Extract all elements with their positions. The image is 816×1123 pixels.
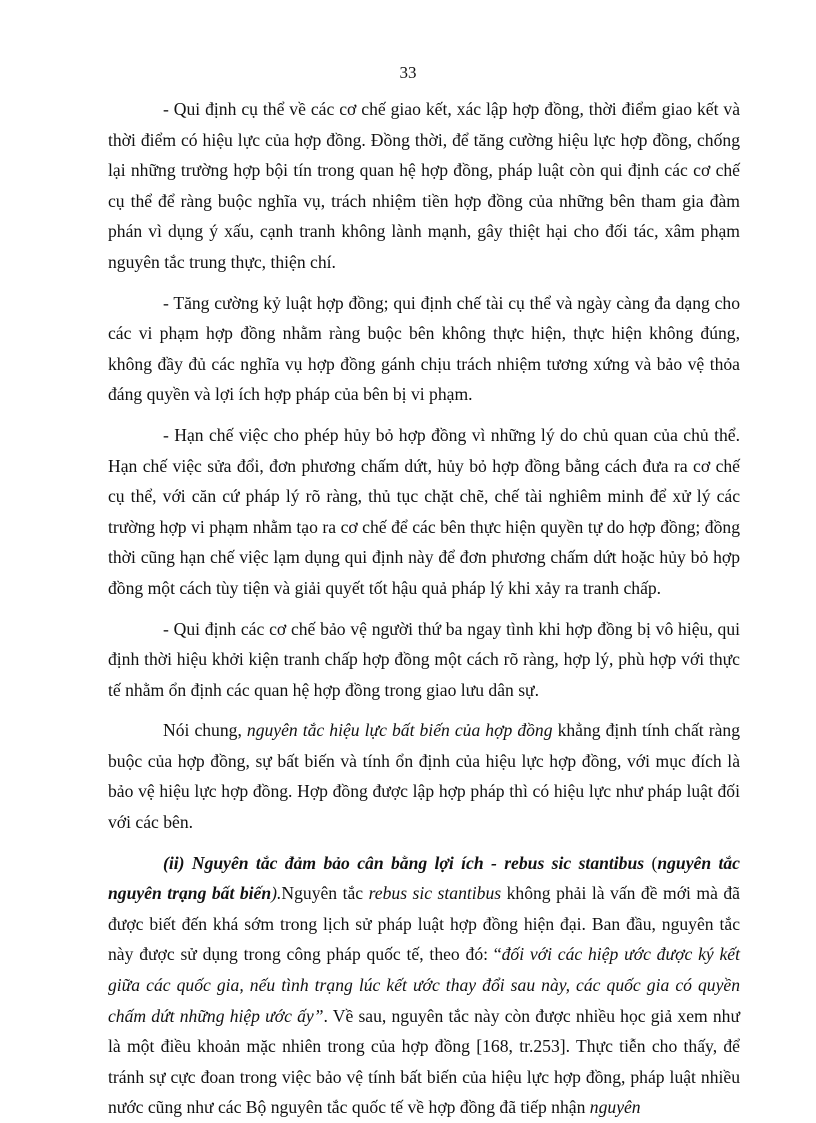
paragraph-third-party-protection: [108, 614, 740, 706]
text-run: không phải là vấn đề mới mà đã được biết đến khá sớm trong lịch sử pháp luật hợp đồng hiện đại. Ban đầu, nguyên tắc này được sử dụng trong công pháp quốc tế, theo đó: “: [108, 883, 740, 965]
section-heading-run: nguyên tắc nguyên trạng bất biến: [108, 852, 740, 904]
paragraph-termination-limits: [108, 420, 740, 604]
text-run: Nguyên tắc: [281, 883, 369, 904]
paragraph-summary: [108, 715, 740, 837]
text-run: - Qui định cụ thể về các cơ chế giao kết, xác lập hợp đồng, thời điểm giao kết và thời điểm có hiệu lực của hợp đồng. Đồng thời, để tăng cường hiệu lực hợp đồng, chống lại những trường hợp bội tín trong quan hệ hợp đồng, pháp luật còn qui định các cơ chế cụ thể để ràng buộc nghĩa vụ, trách nhiệm tiền hợp đồng của những bên tham gia đàm phán vì dụng ý xấu, cạnh tranh không lành mạnh, gây thiệt hại cho đối tác, xâm phạm nguyên tắc trung thực, thiện chí.: [108, 99, 740, 272]
paragraph-contract-formation: [108, 94, 740, 278]
page-number: 33: [399, 63, 417, 82]
text-run: khẳng định tính chất ràng buộc của hợp đồng, sự bất biến và tính ổn định của hiệu lực hợp đồng, với mục đích là bảo vệ hiệu lực hợp đồng. Hợp đồng được lập hợp pháp thì có hiệu lực như pháp luật đối với các bên.: [108, 720, 740, 833]
document-body: [108, 94, 740, 1123]
text-run-italic: rebus sic stantibus: [368, 883, 502, 904]
text-run: - Qui định các cơ chế bảo vệ người thứ ba ngay tình khi hợp đồng bị vô hiệu, qui định thời hiệu khởi kiện tranh chấp hợp đồng một cách rõ ràng, hợp lý, phù hợp với thực tế nhằm ổn định các quan hệ hợp đồng trong giao lưu dân sự.: [108, 618, 740, 700]
text-run: (: [644, 852, 658, 873]
text-run: . Về sau, nguyên tắc này còn được nhiều học giả xem như là một điều khoản mặc nhiên trong của hợp đồng [168, tr.253]. Thực tiễn cho thấy, để tránh sự cực đoan trong việc bảo vệ tính bất biến của hiệu lực hợp đồng, pháp luật nhiều nước cũng như các Bộ nguyên tắc quốc tế về hợp đồng đã tiếp nhận: [108, 1005, 740, 1118]
text-run-italic: ).: [271, 883, 282, 904]
paragraph-contract-discipline: [108, 288, 740, 410]
quotation-italic: đối với các hiệp ước được ký kết giữa các quốc gia, nếu tình trạng lúc kết ước thay đổi sau này, các quốc gia có quyền chấm dứt những hiệp ước ấy”: [108, 944, 740, 1026]
text-run-italic: nguyên: [589, 1097, 641, 1118]
text-run-italic: nguyên tắc hiệu lực bất biến của hợp đồng: [246, 720, 553, 741]
text-run: - Hạn chế việc cho phép hủy bỏ hợp đồng vì những lý do chủ quan của chủ thể. Hạn chế việc sửa đổi, đơn phương chấm dứt, hủy bỏ hợp đồng bằng cách đưa ra cơ chế cụ thể, với căn cứ pháp lý rõ ràng, thủ tục chặt chẽ, chế tài nghiêm minh để xử lý các trường hợp vi phạm nhằm tạo ra cơ chế để các bên thực hiện quyền tự do hợp đồng; đồng thời cũng hạn chế việc lạm dụng qui định này để đơn phương chấm dứt hoặc hủy bỏ hợp đồng một cách tùy tiện và giải quyết tốt hậu quả pháp lý khi xảy ra tranh chấp.: [108, 424, 740, 598]
text-run: Nói chung,: [163, 720, 247, 741]
paragraph-rebus-sic-stantibus: [108, 848, 740, 1123]
section-heading-run: (ii) Nguyên tắc đảm bảo cân bằng lợi ích - rebus sic stantibus: [163, 852, 645, 873]
text-run: - Tăng cường kỷ luật hợp đồng; qui định chế tài cụ thể và ngày càng đa dạng cho các vi phạm hợp đồng nhằm ràng buộc bên không thực hiện, thực hiện không đúng, không đầy đủ các nghĩa vụ hợp đồng gánh chịu trách nhiệm tương xứng và bảo vệ thỏa đáng quyền và lợi ích hợp pháp của bên bị vi phạm.: [108, 292, 740, 405]
